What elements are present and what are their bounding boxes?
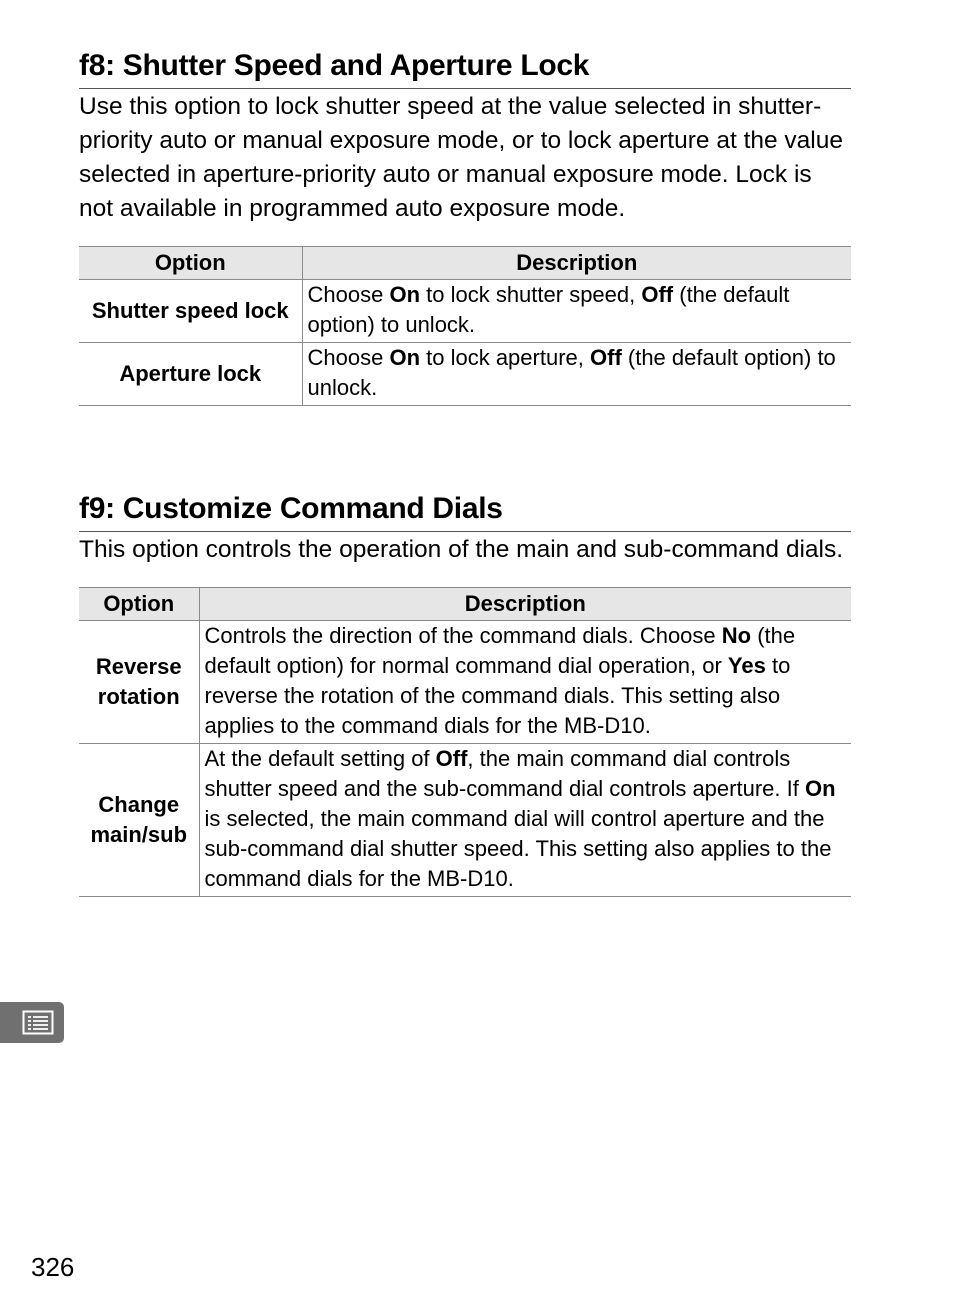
option-name: Reverse rotation <box>79 621 199 744</box>
section-tab <box>0 1002 64 1043</box>
section-intro: This option controls the operation of the main and sub-command dials. <box>79 536 844 563</box>
table-header-row <box>79 247 851 280</box>
options-table <box>79 246 851 406</box>
section-intro: Use this option to lock shutter speed at the value selected in shutter-priority auto or manual exposure mode, or to lock aperture at the value selected in aperture-priority auto or manual exposure mode. Lock is not available in programmed auto exposure mode. <box>79 93 843 222</box>
table-row <box>79 621 851 744</box>
option-description: Controls the direction of the command dials. Choose No (the default option) for normal command dial operation, or Yes to reverse the rotation of the command dials. This setting also applies to the command dials for the MB-D10. <box>199 621 851 744</box>
section-f9 <box>79 489 851 897</box>
table-row <box>79 744 851 897</box>
option-name: Aperture lock <box>79 343 302 406</box>
menu-list-icon <box>22 1010 54 1035</box>
section-f8 <box>79 46 851 406</box>
table-header-row <box>79 588 851 621</box>
option-description: Choose On to lock shutter speed, Off (the default option) to unlock. <box>302 280 851 343</box>
header-description: Description <box>199 588 851 621</box>
header-option: Option <box>79 588 199 621</box>
header-option: Option <box>79 247 302 280</box>
table-row <box>79 280 851 343</box>
section-title: f8: Shutter Speed and Aperture Lock <box>79 46 851 89</box>
options-table <box>79 587 851 897</box>
table-row <box>79 343 851 406</box>
option-name: Shutter speed lock <box>79 280 302 343</box>
page-number: 326 <box>31 1252 75 1282</box>
option-name: Change main/sub <box>79 744 199 897</box>
option-description: At the default setting of Off, the main command dial controls shutter speed and the sub-command dial controls aperture. If On is selected, the main command dial will control aperture and the sub-command dial shutter speed. This setting also applies to the command dials for the MB-D10. <box>199 744 851 897</box>
option-description: Choose On to lock aperture, Off (the default option) to unlock. <box>302 343 851 406</box>
header-description: Description <box>302 247 851 280</box>
section-title: f9: Customize Command Dials <box>79 489 851 532</box>
